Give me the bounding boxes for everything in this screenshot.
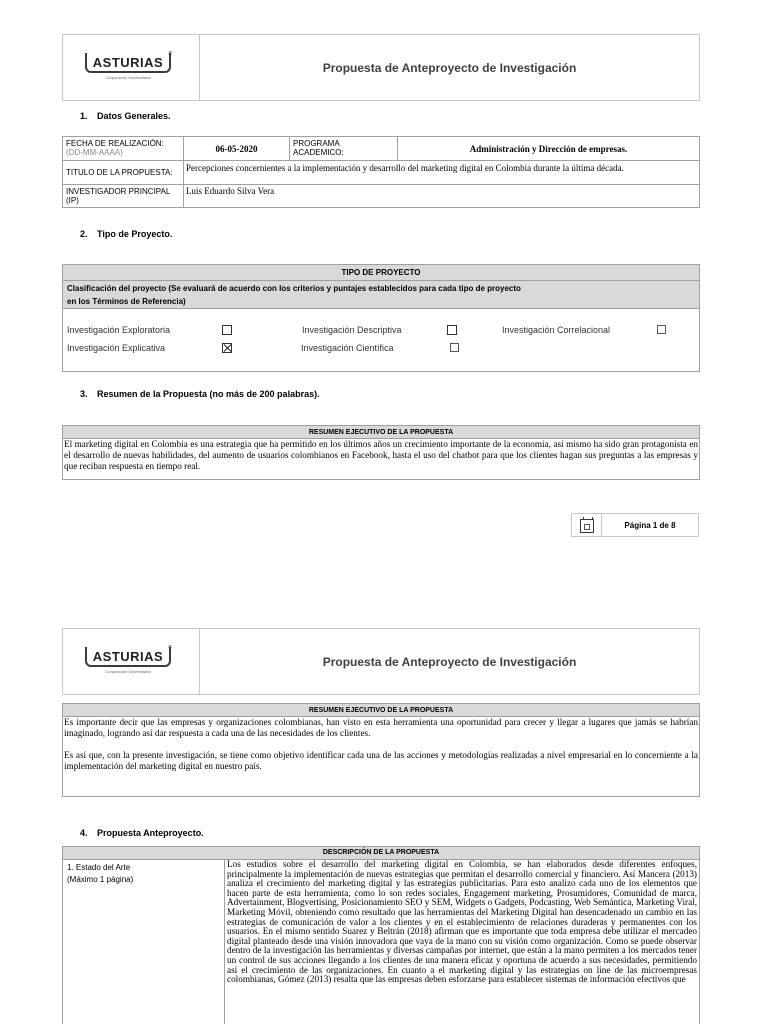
asturias-logo: ASTURIAS ® Corporación Universitaria	[85, 51, 171, 81]
checkbox-cientifica[interactable]	[450, 343, 459, 352]
propuesta-table	[62, 846, 700, 1024]
page-header-2	[62, 628, 700, 695]
checkbox-explicativa-checked[interactable]	[222, 343, 232, 353]
checkbox-descriptiva[interactable]	[447, 325, 457, 335]
investigador-value: Luis Eduardo Silva Vera	[184, 185, 700, 208]
general-data-table: FECHA DE REALIZACIÓN: (DD-MM-AAAA) 06-05-2020 PROGRAMA ACADEMICO: Administración y Dirección de empresas. TITULO DE LA PROPUESTA: Percepciones concernientes a la implementación y desarrollo del marketing digital en Colombia durante la última década. INVESTIGADOR PRINCIPAL (IP) Luis Eduardo Silva Vera	[62, 136, 700, 208]
resumen-header: RESUMEN EJECUTIVO DE LA PROPUESTA	[63, 426, 699, 439]
logo-cell-2	[63, 629, 200, 694]
investigador-label: INVESTIGADOR PRINCIPAL (IP)	[63, 185, 184, 208]
option-cientifica-label: Investigación Científica	[301, 343, 394, 353]
resumen-box-page1	[62, 425, 700, 480]
option-correlacional-label: Investigación Correlacional	[502, 325, 611, 335]
tipo-proyecto-box	[62, 264, 700, 372]
option-descriptiva-label: Investigación Descriptiva	[302, 325, 402, 335]
fecha-value: 06-05-2020	[184, 137, 290, 161]
page-title-2: Propuesta de Anteproyecto de Investigación	[322, 654, 577, 669]
resumen-box-page2	[62, 703, 700, 797]
resumen-text-2: Es importante decir que las empresas y organizaciones colombianas, han visto en esta herramienta una oportunidad para crecer y llegar a lugares que jamás se habrían imaginado, logrando así dar respuesta a cada una de las necesidades de los clientes. Es así que, con la presente investigación, se tiene como objetivo identificar cada una de las acciones y metodologías realizadas a nivel empresarial en lo concerniente a la implementación del marketing digital en nuestro país.	[64, 717, 698, 771]
estado-arte-text: Los estudios sobre el desarrollo del marketing digital en Colombia, se han elaborados desde diferentes enfoques, principalmente la implementación de nuevas estrategias que permitan el desarrollo comercial y financiero. Así Mancera (2013) analiza el crecimiento del marketing digital y las estrategias publicitarias. Para esto analizo cada uno de los elementos que hacen parte de esta herramienta, como lo son redes sociales, Engagement marketing, Prosumidores, Comunidad de marca, Advertainment, Blogvertising, Posicionamiento SEO y SEM, Widgets o Gadgets, Podcasting, Web Semántica, Marketing Viral, Marketing Móvil, obteniendo como resultado que las herramientas del Marketing Digital han desencadenado un cambio en las estrategias de comunicación de valor a los clientes y en el establecimiento de relaciones duraderas y permanentes con los usuarios. En el mismo sentido Suarez y Beltrán (2018) afirman que es importante que toda empresa debe utilizar el mercadeo digital planteado desde una visión innovadora que vaya de la mano con su visión como organización. Como se puede observar dentro de la investigación las herramientas y diversas campañas por internet, que están a la mano permiten a los mercados tener un control de sus acciones llegando a los clientes de una manera eficaz y oportuna de acuerdo a sus necesidades, permitiendo así el crecimiento de las organizaciones. En cuanto a el marketing digital y las estrategias on line de las microempresas colombianas, Gómez (2013) resalta que las empresas deben esforzarse para establecer sistemas de información efectivos que	[225, 860, 700, 1024]
page-number-text: Página 1 de 8	[624, 520, 676, 530]
resumen-header-2: RESUMEN EJECUTIVO DE LA PROPUESTA	[63, 704, 699, 717]
asturias-logo-2: ASTURIAS ® Corporación Universitaria	[85, 645, 171, 675]
titulo-value: Percepciones concernientes a la implementación y desarrollo del marketing digital en Colombia durante la última década.	[184, 161, 700, 185]
titulo-label: TITULO DE LA PROPUESTA:	[63, 161, 184, 185]
programa-value: Administración y Dirección de empresas.	[398, 137, 700, 161]
resumen-text: El marketing digital en Colombia es una estrategia que ha permitido en los últimos años un crecimiento importante de la economía, así mismo ha sido gran protagonista en el desarrollo de nuevas habilidades, del aumento de usuarios colombianos en Facebook, hasta el uso del chatbot para que los clientes hagan sus preguntas a las empresas y que reciban respuesta en tiempo real.	[64, 439, 698, 471]
option-exploratoria-label: Investigación Exploratoria	[67, 325, 171, 335]
page-number-box	[571, 513, 699, 537]
section-heading-2: 2. Tipo de Proyecto.	[80, 229, 173, 239]
fecha-label: FECHA DE REALIZACIÓN:	[66, 139, 164, 148]
checkbox-correlacional[interactable]	[657, 325, 666, 334]
section-heading-1: 1. Datos Generales.	[80, 111, 171, 121]
programa-label: PROGRAMA	[293, 139, 340, 148]
section-heading-4: 4. Propuesta Anteproyecto.	[80, 828, 204, 838]
logo-cell	[63, 35, 200, 100]
fecha-hint: (DD-MM-AAAA)	[66, 148, 123, 157]
section-heading-3: 3. Resumen de la Propuesta (no más de 200 palabras).	[80, 389, 320, 399]
clasificacion-text: Clasificación del proyecto (Se evaluará de acuerdo con los criterios y puntajes establecidos para cada tipo de proyecto en los Términos de Referencia)	[63, 281, 699, 309]
checkbox-exploratoria[interactable]	[222, 325, 232, 335]
estado-arte-label: 1. Estado del Arte (Máximo 1 página)	[63, 860, 225, 1024]
page-title: Propuesta de Anteproyecto de Investigación	[322, 60, 577, 75]
propuesta-header: DESCRIPCIÓN DE LA PROPUESTA	[63, 847, 700, 860]
tipo-header: TIPO DE PROYECTO	[63, 265, 699, 281]
calendar-icon	[580, 519, 594, 533]
page-header	[62, 34, 700, 101]
option-explicativa-label: Investigación Explicativa	[67, 343, 166, 353]
